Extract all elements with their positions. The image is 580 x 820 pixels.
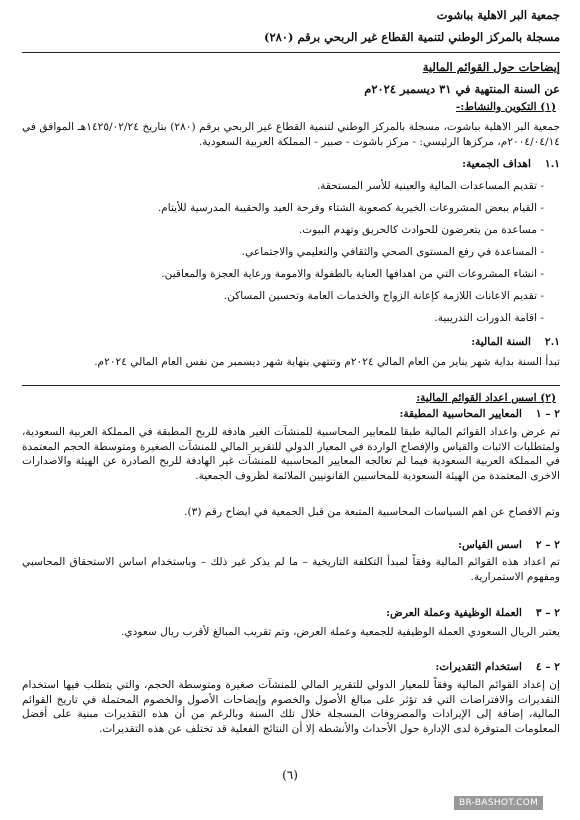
notes-title: إيضاحات حول القوائم المالية — [422, 60, 560, 74]
fiscal-year-heading: السنة المالية: — [471, 336, 531, 348]
estimates-paragraph: إن إعداد القوائم المالية وفقاً للمعيار الدولي للتقرير المالي للمنشآت صغيرة ومتوسطة الحجم، والتي يتطلب فيها استخدام التقديرات والافتراضات التي قد تؤثر على مبالغ الأصول والخصوم وإيضاحات الأصول والخصوم المحتملة في تاريخ القوائم المالية، إضافة إلى الإيرادات والمصروفات المسجلة خلال تلك السنة وبالرغم من أن هذه التقديرات مبنية على أفضل المعلومات المتوفرة لدى الإدارة حول الأحداث والأنشطة إلا أن النتائج الفعلية قد تختلف عن هذه التقديرات. — [22, 679, 560, 735]
goals-heading-row — [462, 157, 560, 171]
estimates-heading-row — [435, 660, 560, 674]
standards-heading: المعايير المحاسبية المطبقة: — [399, 408, 522, 420]
standards-number: ٢ – ١ — [535, 408, 560, 420]
currency-heading-row — [386, 606, 560, 620]
measurement-number: ٢ – ٢ — [535, 539, 560, 551]
fiscal-year-number: ٢.١ — [544, 336, 560, 348]
goal-item: - تقديم المساعدات المالية والعينية للأسر المستحقة. — [317, 180, 544, 192]
currency-heading: العملة الوظيفية وعملة العرض: — [386, 607, 522, 619]
currency-text: يعتبر الريال السعودي العملة الوظيفية للجمعية وعملة العرض، وتم تقريب المبالغ لأقرب ريال سعودي. — [120, 626, 560, 638]
period-line: عن السنة المنتهية في ٣١ ديسمبر ٢٠٢٤م — [364, 82, 560, 96]
standards-paragraph: تم عرض واعداد القوائم المالية طبقا للمعايير المحاسبية للمنشآت الغير هادفة للربح المطبقة في المملكة العربية السعودية، ولمتطلبات الاثبات والقياس والإفصاح الواردة في المعيار الدولي للتقرير المالي للمنشآت الصغيرة ومتوسطة الحجم المعتمدة في المملكة العربية السعودية فيما لم تعالجه المعايير المحاسبية للمنشآت غير الهادفة للربح الصادرة عن الهيئة والاصدارات الاخرى المعتمدة من الهيئة السعودية للمحاسبين القانونيين الملائمة لظروف الجمعية. — [22, 426, 560, 482]
measurement-heading: اسس القياس: — [458, 539, 522, 551]
goals-number: ١.١ — [544, 158, 560, 170]
goal-item: - اقامة الدورات التدريبية. — [434, 312, 544, 324]
section-1-heading: (١) التكوين والنشاط:- — [455, 101, 556, 113]
estimates-heading: استخدام التقديرات: — [435, 661, 522, 673]
policies-reference: وتم الافصاح عن اهم السياسات المحاسبية المتبعة من قبل الجمعية في ايضاح رقم (٣). — [184, 506, 560, 518]
goal-item: - المساعدة في رفع المستوى الصحي والثقافي والتعليمي والاجتماعي. — [242, 246, 544, 258]
watermark: BR-BASHOT.COM — [454, 796, 543, 810]
header-divider — [22, 52, 560, 53]
measurement-paragraph: تم اعداد هذه القوائم المالية وفقاً لمبدأ التكلفة التاريخية – ما لم يذكر غير ذلك – وباستخدام اساس الاستحقاق المحاسبي ومفهوم الاستمرارية. — [22, 556, 560, 583]
goals-heading: اهداف الجمعية: — [462, 158, 531, 170]
goal-item: - القيام ببعض المشروعات الخيرية كصعوبة الشتاء وفرحة العيد والحقيبة المدرسية للأيتام. — [158, 202, 544, 214]
estimates-number: ٢ – ٤ — [535, 661, 560, 673]
goal-item: - مساعدة من يتعرضون للحوادث كالحريق وتهدم البيوت. — [299, 224, 544, 236]
fiscal-year-heading-row — [471, 335, 560, 349]
organization-paragraph: جمعية البر الاهلية بباشوت، مسجلة بالمركز الوطني لتنمية القطاع غير الربحي برقم (٢٨٠) بتاريخ ١٤٢٥/٠٢/٢٤هـ الموافق في ٢٠٠٤/٠٤/١٤م، مركزها الرئيسي: - مركز باشوت - صبير - المملكة العربية السعودية. — [22, 121, 560, 148]
section-divider — [22, 385, 560, 386]
page-number: (٦) — [282, 768, 298, 782]
goal-item: - تقديم الاعانات اللازمة كإعانة الزواج والخدمات العامة وتحسين المساكن. — [224, 290, 544, 302]
measurement-heading-row — [458, 538, 560, 552]
goal-item: - انشاء المشروعات التي من اهدافها العناية بالطفولة والامومة ورعاية العجزة والمعاقين. — [161, 268, 544, 280]
currency-number: ٢ – ٣ — [535, 607, 560, 619]
fiscal-year-text: تبدأ السنة بداية شهر يناير من العام المالي ٢٠٢٤م وتنتهي بنهاية شهر ديسمبر من نفس العام المالي ٢٠٢٤م. — [94, 356, 560, 368]
org-name: جمعية البر الاهلية بباشوت — [436, 8, 560, 22]
registration-subtitle: مسجلة بالمركز الوطني لتنمية القطاع غير الربحي برقم (٢٨٠) — [264, 30, 560, 44]
standards-heading-row — [399, 407, 560, 421]
section-2-heading: (٢) اسس اعداد القوائم المالية: — [416, 392, 556, 404]
